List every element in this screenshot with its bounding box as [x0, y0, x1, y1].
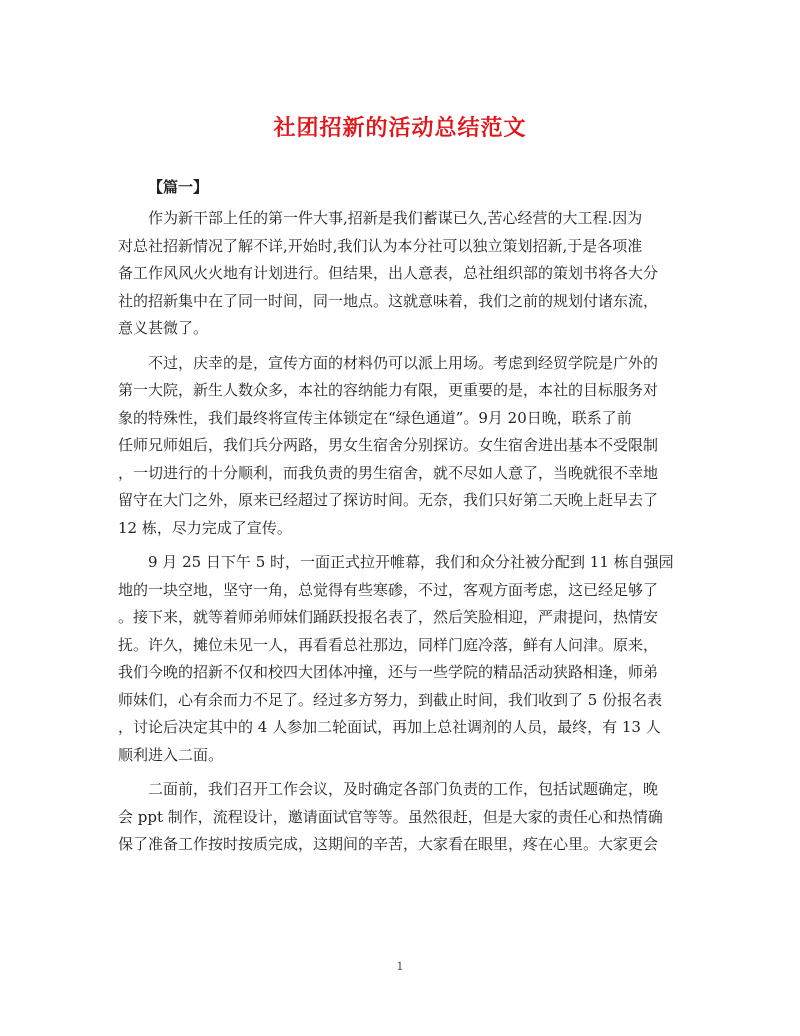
- paragraph-2: [118, 350, 684, 543]
- text-line: 任师兄师姐后，我们兵分两路，男女生宿舍分别探访。女生宿舍进出基本不受限制: [118, 436, 659, 454]
- text-line: 二面前，我们召开工作会议，及时确定各部门负责的工作，包括试题确定，晚: [148, 780, 659, 798]
- document-body: [118, 205, 684, 859]
- paragraph-4: [118, 776, 684, 859]
- text-line: 我们今晚的招新不仅和校四大团体冲撞，还与一些学院的精品活动狭路相逢，师弟: [118, 663, 659, 681]
- text-line: 顺利进入二面。: [118, 745, 224, 764]
- text-line: 不过，庆幸的是，宣传方面的材料仍可以派上用场。考虑到经贸学院是广外的: [148, 353, 659, 372]
- text-line: 地的一块空地，坚守一角，总觉得有些寒碜，不过，客观方面考虑，这已经足够了: [118, 580, 659, 599]
- text-line: 保了准备工作按时按质完成，这期间的辛苦，大家看在眼里，疼在心里。大家更会: [118, 835, 659, 853]
- text-line: 会 ppt 制作，流程设计，邀请面试官等等。虽然很赶，但是大家的责任心和热情确: [118, 807, 663, 826]
- text-line: 第一大院，新生人数众多，本社的容纳能力有限，更重要的是，本社的目标服务对: [118, 381, 659, 399]
- section-label: 【篇一】: [148, 178, 209, 196]
- page-number: 1: [396, 960, 404, 973]
- text-line: 12 栋，尽力完成了宣传。: [118, 518, 292, 537]
- text-line: 留守在大门之外，原来已经超过了探访时间。无奈，我们只好第二天晚上赶早去了: [118, 491, 659, 509]
- text-line: 社的招新集中在了同一时间，同一地点。这就意味着，我们之前的规划付诸东流，: [118, 291, 659, 310]
- text-line: ，一切进行的十分顺利，而我负责的男生宿舍，就不尽如人意了，当晚就很不幸地: [118, 463, 659, 482]
- document-title: 社团招新的活动总结范文: [273, 115, 527, 141]
- text-line: 作为新干部上任的第一件大事,招新是我们蓄谋已久,苦心经营的大工程.因为: [148, 209, 643, 227]
- text-line: 象的特殊性，我们最终将宣传主体锁定在“绿色通道”。9月 20日晚，联系了前: [118, 408, 632, 427]
- text-line: 对总社招新情况了解不详,开始时,我们认为本分社可以独立策划招新,于是各项准: [118, 236, 643, 255]
- paragraph-1: [118, 205, 684, 343]
- text-line: ，讨论后决定其中的 4 人参加二轮面试，再加上总社调剂的人员，最终，有 13 人: [118, 718, 661, 736]
- paragraph-3: [118, 549, 684, 769]
- text-line: 备工作风风火火地有计划进行。但结果，出人意表，总社组织部的策划书将各大分: [118, 264, 659, 282]
- text-line: 意义甚微了。: [118, 319, 209, 337]
- text-line: 9 月 25 日下午 5 时，一面正式拉开帷幕，我们和众分社被分配到 11 栋自强园: [148, 553, 674, 571]
- text-line: 。接下来，就等着师弟师妹们踊跃投报名表了，然后笑脸相迎，严肃提问，热情安: [118, 608, 659, 626]
- text-line: 抚。许久，摊位未见一人，再看看总社那边，同样门庭冷落，鲜有人问津。原来，: [118, 635, 659, 654]
- text-line: 师妹们，心有余而力不足了。经过多方努力，到截止时间，我们收到了 5 份报名表: [118, 690, 663, 709]
